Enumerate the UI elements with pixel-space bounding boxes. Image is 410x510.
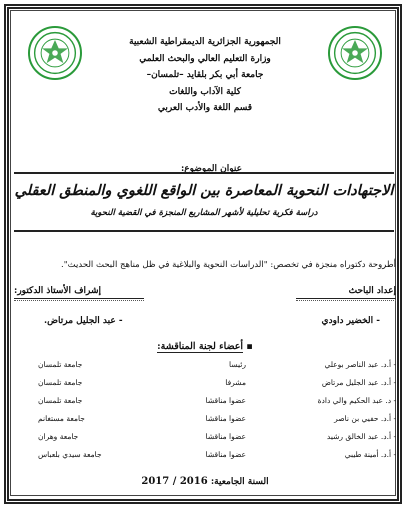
thesis-statement: أطروحة دكتوراه منجزة في تخصص: "الدراسات النحوية والبلاغية في ظل مناهج البحث الحديث".	[61, 260, 396, 270]
member-university: جامعة وهران	[38, 432, 79, 441]
prepared-by-label: إعداد الباحث	[296, 286, 396, 299]
member-name: - أ.د. عبد الناصر بوعلي	[324, 360, 396, 369]
member-university: جامعة مستغانم	[38, 414, 85, 423]
committee-row	[12, 432, 396, 450]
committee-title: ▪ أعضاء لجنة المناقشة:	[157, 341, 253, 352]
thesis-main-title: الاجتهادات النحوية المعاصرة بين الواقع اللغوي والمنطق العقلي	[14, 182, 394, 199]
committee-row	[12, 450, 396, 468]
member-role: عضوا مناقشا	[205, 396, 246, 405]
member-role: عضوا مناقشا	[205, 414, 246, 423]
department-name: قسم اللغة والأدب العربي	[157, 103, 253, 113]
member-university: جامعة تلمسان	[38, 378, 83, 387]
institution-header	[80, 34, 330, 117]
title-box	[14, 172, 394, 232]
researcher-name: - الخضير داودي	[321, 316, 380, 326]
committee-row	[12, 378, 396, 396]
member-name: - أ.د. عبد الخالق رشيد	[326, 432, 396, 441]
republic-name: الجمهورية الجزائرية الديمقراطية الشعبية	[129, 37, 281, 47]
university-seal-left-icon	[28, 26, 82, 80]
member-university: جامعة تلمسان	[38, 360, 83, 369]
university-seal-right-icon	[328, 26, 382, 80]
member-university: جامعة تلمسان	[38, 396, 83, 405]
academic-year	[0, 476, 410, 487]
bullet-icon: ▪	[243, 341, 253, 352]
member-name: - د. عبد الحكيم والي دادة	[317, 396, 396, 405]
committee-list	[12, 360, 396, 468]
supervisor-dotted-line	[14, 300, 144, 301]
member-university: جامعة سيدي بلعباس	[38, 450, 102, 459]
academic-year-label: السنة الجامعية:	[210, 477, 269, 487]
thesis-subtitle: دراسة فكرية تحليلية لأشهر المشاريع المنجزة في القضية النحوية	[90, 208, 318, 218]
committee-row	[12, 414, 396, 432]
member-role: عضوا مناقشا	[205, 450, 246, 459]
committee-row	[12, 360, 396, 378]
member-name: - أ.د. أمينة طيبي	[344, 450, 396, 459]
academic-year-value: 2016 / 2017	[141, 476, 208, 487]
supervisor-name: - عبد الجليل مرتاض.	[44, 316, 123, 326]
faculty-name: كلية الآداب واللغات	[169, 86, 241, 97]
member-role: عضوا مناقشا	[205, 432, 246, 441]
university-name: جامعة أبي بكر بلقايد –تلمسان–	[146, 70, 264, 80]
member-role: رئيسا	[229, 360, 246, 369]
ministry-name: وزارة التعليم العالي والبحث العلمي	[139, 53, 271, 64]
member-name: - أ.د. عبد الجليل مرتاض	[321, 378, 396, 387]
prepared-by-dotted-line	[296, 300, 396, 301]
member-role: مشرفا	[225, 378, 246, 387]
subject-label: عنوان الموضوع:	[180, 164, 242, 174]
supervisor-label: إشراف الأستاذ الدكتور:	[14, 286, 144, 299]
committee-row	[12, 396, 396, 414]
member-name: - أ.د. حفيي بن ناصر	[334, 414, 396, 423]
